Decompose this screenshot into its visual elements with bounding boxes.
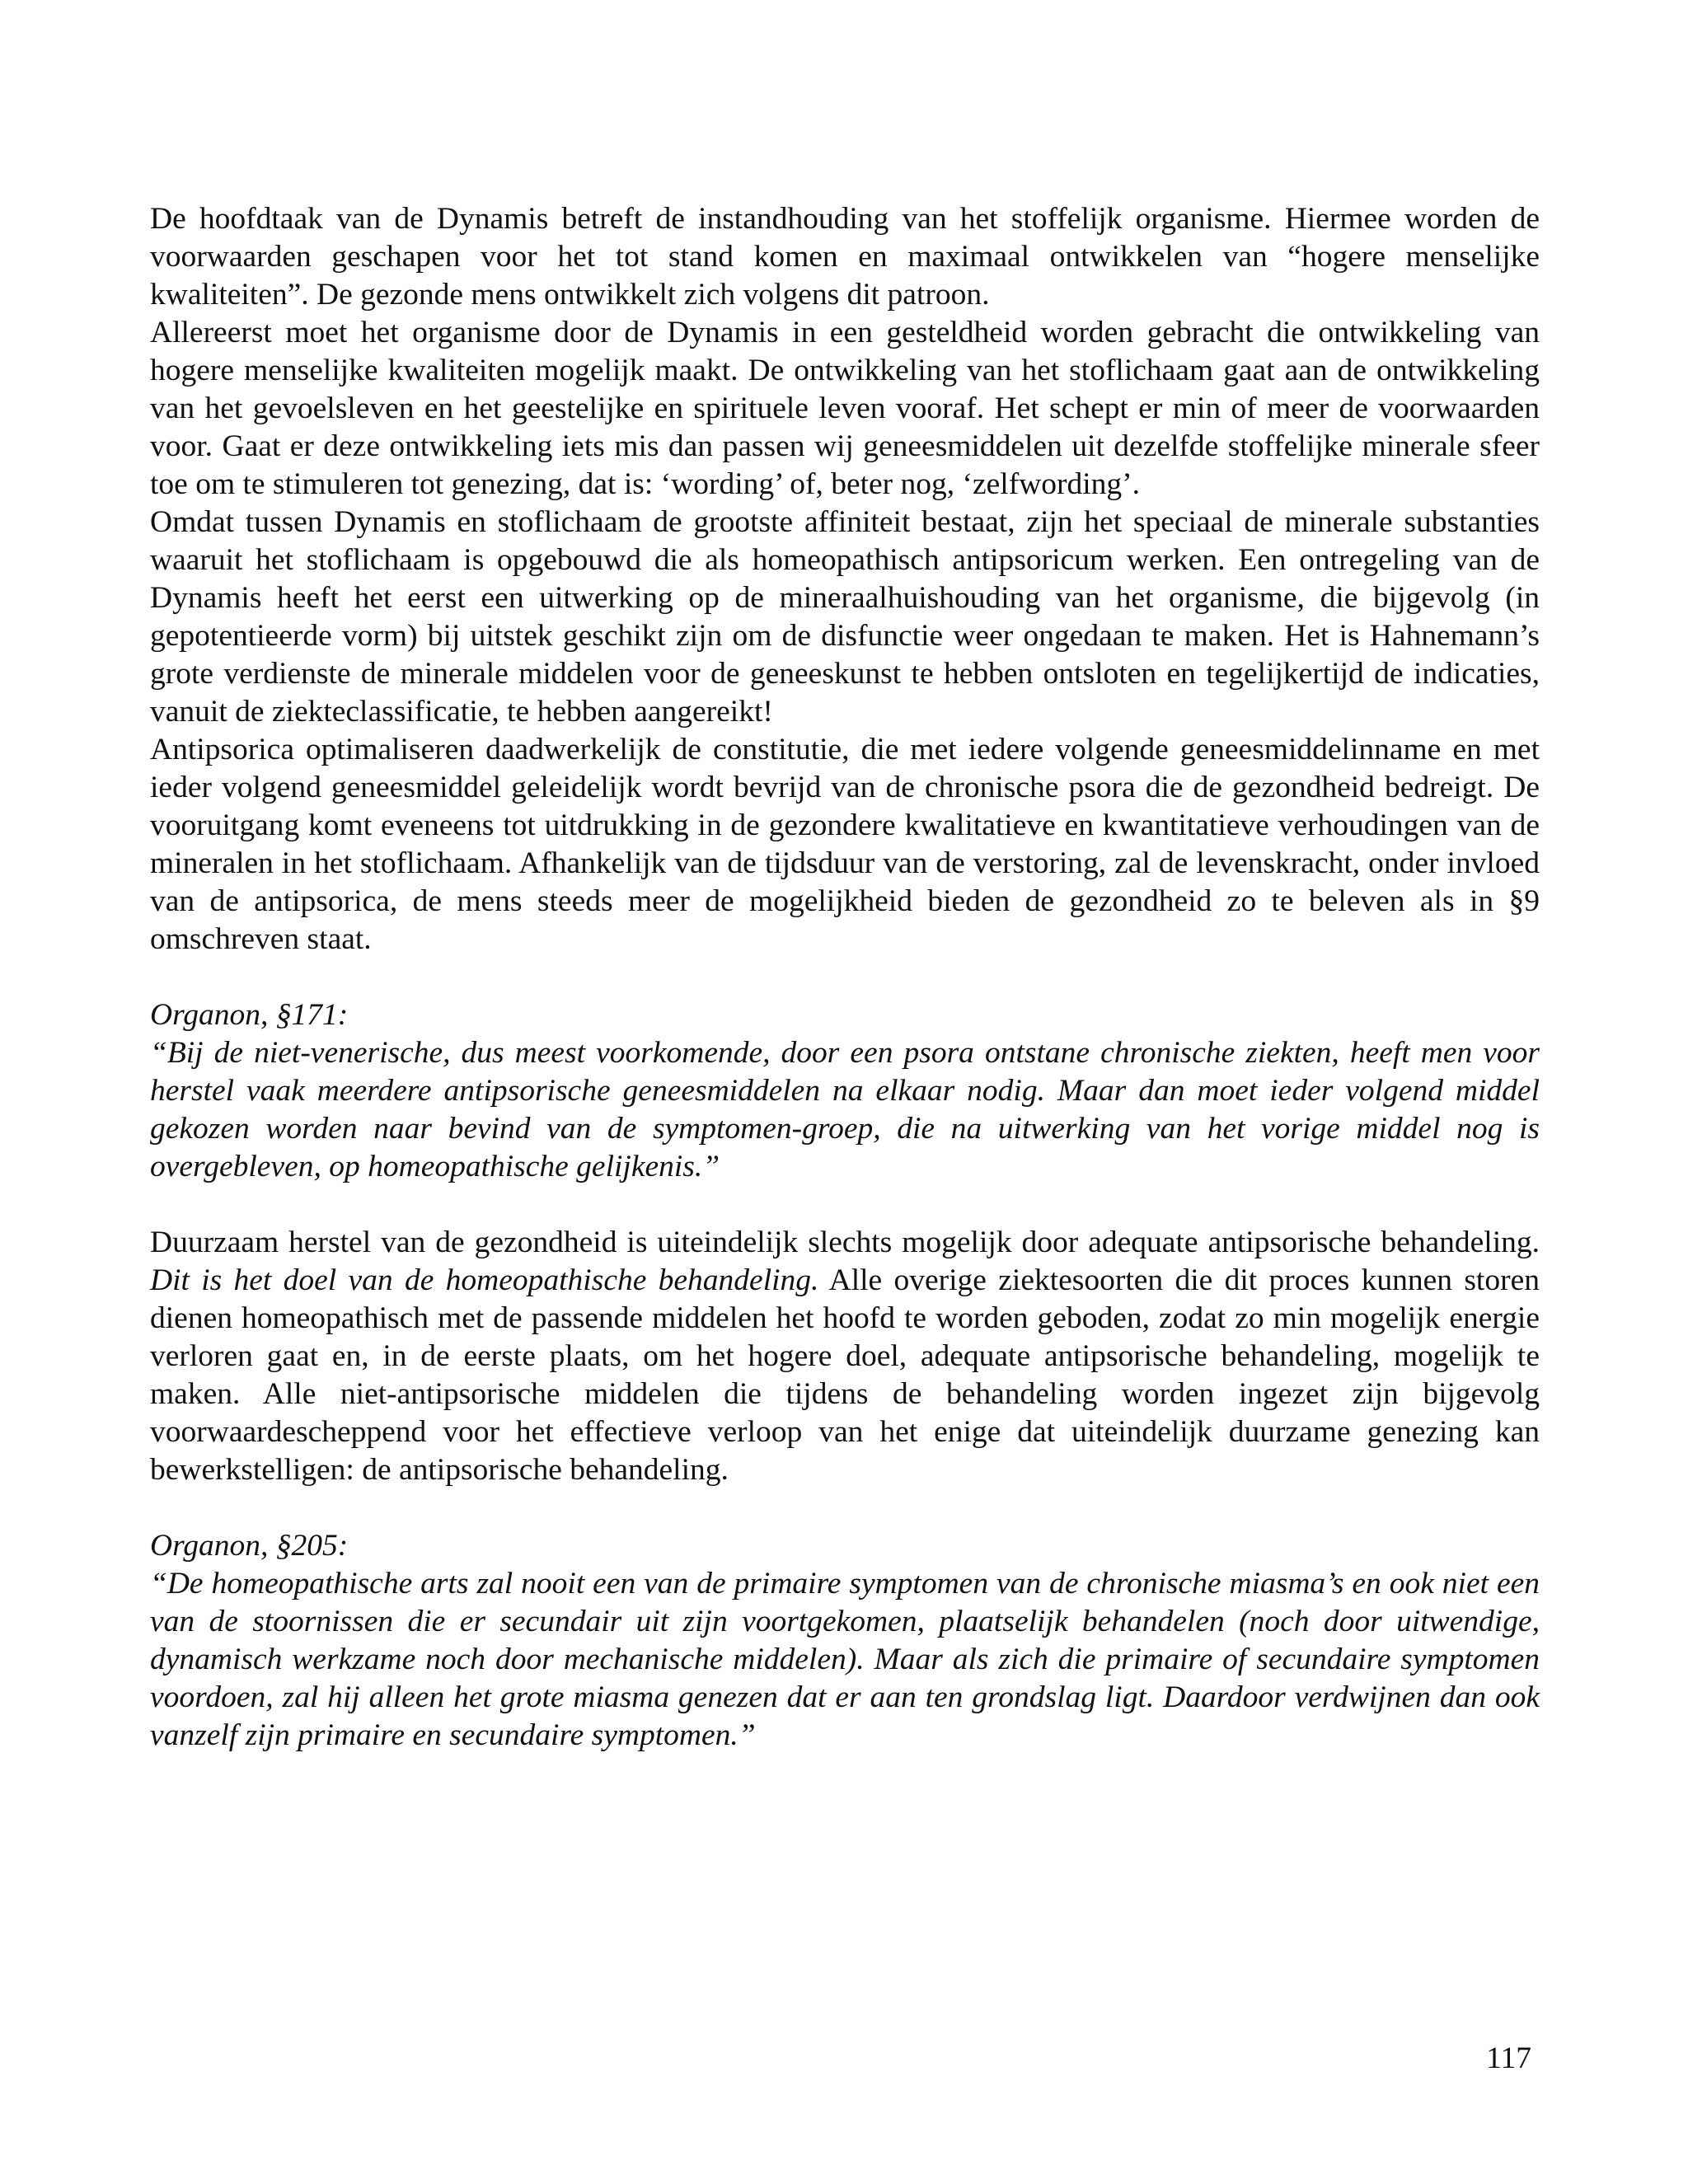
spacer <box>150 1186 1540 1224</box>
quote-205-text: “De homeopathische arts zal nooit een van de primaire symptomen van de chronische miasma’s en ook niet een van de stoornissen die er secundair uit zijn voortgekomen, plaatselijk behandelen (noch door uitwendige, dynamisch werkzame noch door mechanische middelen). Maar als zich die primaire of secundaire symptomen voordoen, zal hij alleen het grote miasma genezen dat er aan ten grondslag ligt. Daardoor verdwijnen dan ook vanzelf zijn primaire en secundaire symptomen.” <box>150 1567 1540 1752</box>
spacer <box>150 958 1540 996</box>
quote-171-text: “Bij de niet-venerische, dus meest voorkomende, door een psora ontstane chronische ziekten, heeft men voor herstel vaak meerdere antipsorische geneesmiddelen na elkaar nodig. Maar dan moet ieder volgend middel gekozen worden naar bevind van de symptomen-groep, die na uitwerking van het vorige middel nog is overgebleven, op homeopathische gelijkenis.” <box>150 1036 1540 1183</box>
quote-205-label: Organon, §205: <box>150 1529 349 1563</box>
spacer <box>150 1489 1540 1527</box>
paragraph-durable-recovery-start: Duurzaam herstel van de gezondheid is uiteindelijk slechts mogelijk door adequate antipsorische behandeling. <box>150 1226 1540 1259</box>
paragraph-dynamis-main-task: De hoofdtaak van de Dynamis betreft de instandhouding van het stoffelijk organisme. Hiermee worden de voorwaarden geschapen voor het tot stand komen en maximaal ontwikkelen van “hogere menselijke kwaliteiten”. De gezonde mens ontwikkelt zich volgens dit patroon. <box>150 202 1540 312</box>
page-number: 117 <box>1486 2041 1531 2075</box>
paragraph-antipsorica: Antipsorica optimaliseren daadwerkelijk de constitutie, die met iedere volgende geneesmiddelinname en met ieder volgend geneesmiddel geleidelijk wordt bevrijd van de chronische psora die de gezondheid bedreigt. De vooruitgang komt eveneens tot uitdrukking in de gezondere kwalitatieve en kwantitatieve verhoudingen van de mineralen in het stoflichaam. Afhankelijk van de tijdsduur van de verstoring, zal de levenskracht, onder invloed van de antipsorica, de mens steeds meer de mogelijkheid bieden de gezondheid zo te beleven als in §9 omschreven staat. <box>150 733 1540 956</box>
paragraph-durable-recovery <box>150 1224 1540 1489</box>
page-body <box>150 200 1540 1755</box>
paragraph-durable-recovery-emphasis: Dit is het doel van de homeopathische behandeling. <box>150 1263 819 1297</box>
paragraph-mineral-substances: Omdat tussen Dynamis en stoflichaam de grootste affiniteit bestaat, zijn het speciaal de minerale substanties waaruit het stoflichaam is opgebouwd die als homeopathisch antipsoricum werken. Een ontregeling van de Dynamis heeft het eerst een uitwerking op de mineraalhuishouding van het organisme, die bijgevolg (in gepotentieerde vorm) bij uitstek geschikt zijn om de disfunctie weer ongedaan te maken. Het is Hahnemann’s grote verdienste de minerale middelen voor de geneeskunst te hebben ontsloten en tegelijkertijd de indicaties, vanuit de ziekteclassificatie, te hebben aangereikt! <box>150 505 1540 729</box>
paragraph-development-order: Allereerst moet het organisme door de Dynamis in een gesteldheid worden gebracht die ontwikkeling van hogere menselijke kwaliteiten mogelijk maakt. De ontwikkeling van het stoflichaam gaat aan de ontwikkeling van het gevoelsleven en het geestelijke en spirituele leven vooraf. Het schept er min of meer de voorwaarden voor. Gaat er deze ontwikkeling iets mis dan passen wij geneesmiddelen uit dezelfde stoffelijke minerale sfeer toe om te stimuleren tot genezing, dat is: ‘wording’ of, beter nog, ‘zelfwording’. <box>150 316 1540 501</box>
paragraph-durable-recovery-end: Alle overige ziektesoorten die dit proces kunnen storen dienen homeopathisch met de passende middelen het hoofd te worden geboden, zodat zo min mogelijk energie verloren gaat en, in de eerste plaats, om het hogere doel, adequate antipsorische behandeling, mogelijk te maken. Alle niet-antipsorische middelen die tijdens de behandeling worden ingezet zijn bijgevolg voorwaardescheppend voor het effectieve verloop van het enige dat uiteindelijk duurzame genezing kan bewerkstelligen: de antipsorische behandeling. <box>150 1263 1540 1487</box>
quote-171-label: Organon, §171: <box>150 998 349 1032</box>
